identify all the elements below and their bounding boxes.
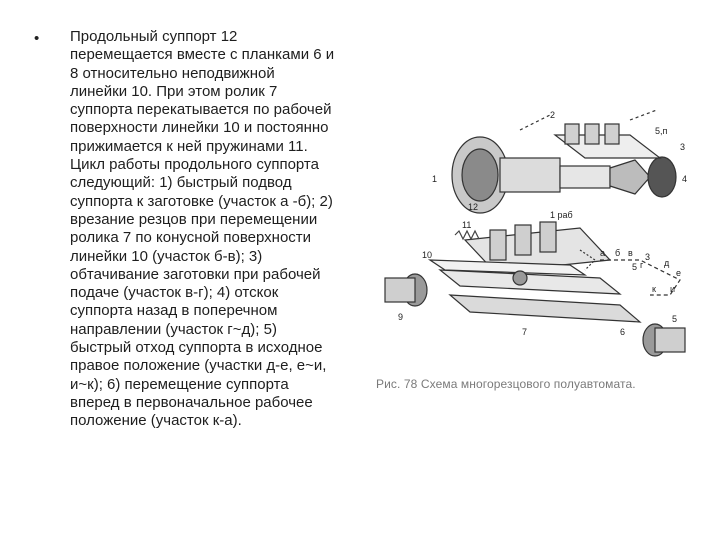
label-4: 4 xyxy=(682,174,688,184)
label-3b: 3 xyxy=(645,252,651,262)
spring-11 xyxy=(455,231,479,239)
label-11: 11 xyxy=(462,220,472,230)
label-3: 3 xyxy=(680,142,686,152)
bullet-marker: • xyxy=(34,30,40,47)
label-6: 6 xyxy=(620,327,626,337)
label-v: в xyxy=(628,248,633,258)
label-5b: 5 xyxy=(632,262,638,272)
label-10: 10 xyxy=(422,250,433,260)
roller-7 xyxy=(513,271,527,285)
label-9: 9 xyxy=(398,312,404,322)
label-i: и xyxy=(670,284,676,294)
lathe-schematic-figure xyxy=(370,110,700,380)
figure-caption: Рис. 78 Схема многорезцового полуавтомата. xyxy=(376,377,636,391)
label-2: 2 xyxy=(550,110,556,120)
label-g: г xyxy=(640,260,644,270)
body-paragraph: Продольный суппорт 12 перемещается вместе с планками 6 и 8 относительно неподвижной линейки 10. При этом ролик 7 суппорта перекатывается по рабочей поверхности линейки 10 и постоянно прижимается к ней пружинами 11. Цикл работы продольного суппорта следующий: 1) быстрый подвод суппорта к заготовке (участок а -б); 2) врезание резцов при перемещении ролика 7 по конусной поверхности линейки 10 (участок б-в); 3) обтачивание заготовки при рабочей подаче (участок в-г); 4) отскок суппорта назад в поперечном направлении (участок г~д); 5) быстрый отход суппорта в исходное правое положение (участки д-е, е~и, и~к); 6) перемещение суппорта вперед в первоначальное рабочее положение (участок к-а). xyxy=(70,28,335,430)
label-a: а xyxy=(600,248,606,258)
label-1rab: 1 раб xyxy=(550,210,573,220)
label-7: 7 xyxy=(522,327,528,337)
label-b: б xyxy=(615,248,621,258)
label-d: д xyxy=(664,258,670,268)
label-1: 1 xyxy=(432,174,438,184)
label-12: 12 xyxy=(468,202,479,212)
bar-6 xyxy=(450,295,640,322)
label-k: к xyxy=(652,284,656,294)
tailstock-cone xyxy=(610,160,650,194)
label-e: е xyxy=(676,268,682,278)
label-5: 5 xyxy=(672,314,678,324)
label-5p: 5,п xyxy=(655,126,668,136)
